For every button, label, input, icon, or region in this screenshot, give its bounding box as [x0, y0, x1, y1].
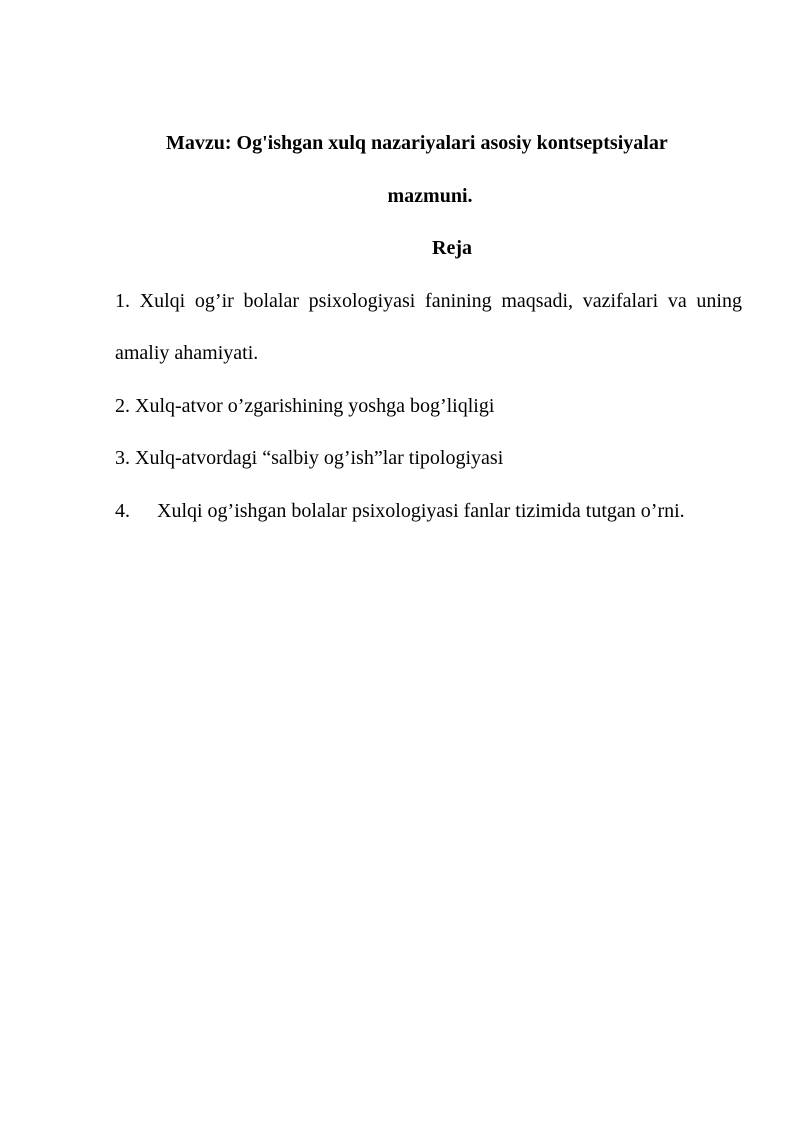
plan-item-3	[115, 432, 742, 484]
plan-item-4-number: 4.	[115, 500, 130, 522]
document-title-line-2: mazmuni.	[387, 185, 473, 207]
plan-item-1	[115, 275, 742, 379]
plan-item-1-text: 1. Xulqi og’ir bolalar psixologiyasi fanining maqsadi, vazifalari va uning amaliy ahamiyati.	[115, 290, 742, 364]
document-title-line-1: Mavzu: Og'ishgan xulq nazariyalari asosiy kontseptsiyalar	[166, 132, 668, 154]
plan-item-4-paragraph	[115, 485, 742, 537]
plan-heading: Reja	[432, 237, 472, 259]
plan-item-4-text: Xulqi og’ishgan bolalar psixologiyasi fanlar tizimida tutgan o’rni.	[157, 500, 685, 522]
plan-item-2	[115, 380, 742, 432]
plan-item-2-text: 2. Xulq-atvor o’zgarishining yoshga bog’liqligi	[115, 395, 495, 417]
plan-item-3-text: 3. Xulq-atvordagi “salbiy og’ish”lar tipologiyasi	[115, 447, 504, 469]
plan-item-4	[115, 485, 742, 537]
